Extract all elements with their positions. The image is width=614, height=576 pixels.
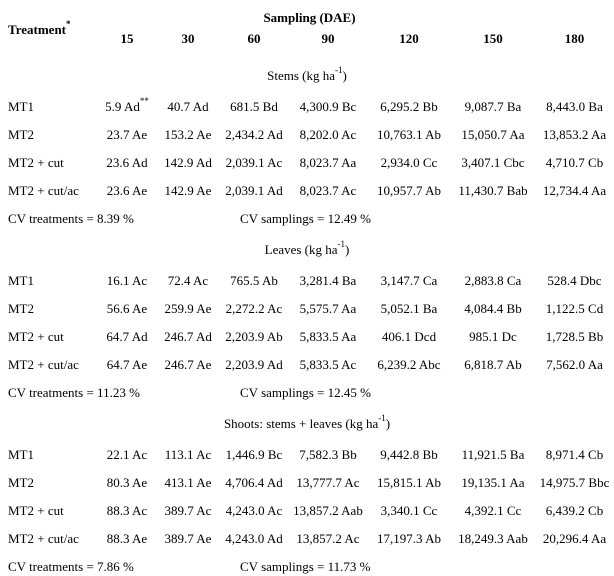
treatment-label: MT2 + cut/ac	[8, 357, 79, 372]
value-cell: 4,084.4 Bb	[464, 301, 522, 316]
value-cell: 413.1 Ae	[164, 475, 212, 490]
cv-row-leaves	[0, 379, 614, 407]
value-cell: 6,295.2 Bb	[380, 99, 438, 114]
section-title-shoots	[0, 407, 614, 441]
treatment-header-label: Treatment	[8, 21, 66, 37]
cv-samplings: CV samplings = 11.73 %	[240, 559, 371, 574]
section-title-row-stems	[0, 59, 614, 93]
value-cell: 7,582.3 Bb	[299, 447, 357, 462]
value-cell: 2,039.1 Ad	[225, 183, 283, 198]
value-cell: 7,562.0 Aa	[546, 357, 603, 372]
value-cell: 3,281.4 Ba	[299, 273, 357, 288]
treatment-column-header	[0, 0, 97, 59]
value-cell: 8,443.0 Ba	[546, 99, 603, 114]
value-cell: 40.7 Ad	[167, 99, 209, 114]
sampling-dae-header: Sampling (DAE)	[263, 10, 356, 25]
value-cell: 1,122.5 Cd	[545, 301, 604, 316]
value-cell: 153.2 Ae	[164, 127, 212, 142]
value-cell: 64.7 Ad	[106, 329, 148, 344]
treatment-label: MT1	[8, 273, 34, 288]
cv-row-shoots	[0, 553, 614, 576]
value-cell: 6,439.2 Cb	[545, 503, 604, 518]
value-cell: 2,039.1 Ac	[225, 155, 283, 170]
value-cell: 11,430.7 Bab	[458, 183, 528, 198]
value-cell: 8,023.7 Aa	[299, 155, 357, 170]
dae-column-120: 120	[399, 31, 419, 46]
dae-column-150: 150	[483, 31, 503, 46]
value-cell: 1,446.9 Bc	[225, 447, 283, 462]
value-cell: 15,050.7 Aa	[461, 127, 525, 142]
value-cell: 22.1 Ac	[106, 447, 148, 462]
treatment-label: MT2 + cut/ac	[8, 531, 79, 546]
value-cell: 142.9 Ad	[164, 155, 212, 170]
value-cell: 4,243.0 Ad	[225, 531, 283, 546]
cv-row-stems	[0, 205, 614, 233]
value-cell: 8,023.7 Ac	[299, 183, 357, 198]
value-cell: 3,407.1 Cbc	[461, 155, 525, 170]
value-cell: 6,239.2 Abc	[377, 357, 441, 372]
section-title-stems	[0, 59, 614, 93]
value-cell: 88.3 Ac	[106, 503, 148, 518]
treatment-label: MT2 + cut	[8, 503, 64, 518]
value-cell: 64.7 Ae	[106, 357, 148, 372]
section-title-end: )	[342, 68, 347, 83]
treatment-label: MT2 + cut	[8, 329, 64, 344]
value-cell: 16.1 Ac	[106, 273, 148, 288]
value-cell: 142.9 Ae	[164, 183, 212, 198]
value-cell: 8,202.0 Ac	[299, 127, 357, 142]
value-cell: 5.9 Ad**	[105, 96, 149, 114]
section-title-text: Leaves (kg ha	[264, 242, 338, 257]
value-cell: 4,300.9 Bc	[299, 99, 357, 114]
value-cell: 56.6 Ae	[106, 301, 148, 316]
value-cell: 246.7 Ae	[164, 357, 212, 372]
value-cell: 2,203.9 Ab	[225, 329, 283, 344]
value-cell: 17,197.3 Ab	[377, 531, 441, 546]
dae-column-180: 180	[564, 31, 585, 46]
section-title-leaves	[0, 233, 614, 267]
value-cell: 2,434.2 Ad	[225, 127, 283, 142]
treatment-row-shoots	[0, 469, 614, 497]
treatment-row-stems	[0, 177, 614, 205]
value-footnote-marker: **	[139, 96, 149, 107]
treatment-row-leaves	[0, 351, 614, 379]
value-cell: 246.7 Ad	[164, 329, 212, 344]
value-cell: 10,763.1 Ab	[377, 127, 441, 142]
value-cell: 4,706.4 Ad	[225, 475, 283, 490]
value-cell: 5,052.1 Ba	[380, 301, 438, 316]
value-cell: 20,296.4 Aa	[542, 531, 607, 546]
table-body	[0, 59, 614, 576]
value-cell: 4,710.7 Cb	[545, 155, 604, 170]
section-title-text: Stems (kg ha	[267, 68, 336, 83]
value-cell: 5,575.7 Aa	[299, 301, 357, 316]
treatment-label: MT2	[8, 127, 34, 142]
value-cell: 23.6 Ae	[106, 183, 148, 198]
section-title-superscript: -1	[337, 239, 346, 250]
value-cell: 3,147.7 Ca	[380, 273, 438, 288]
value-cell: 113.1 Ac	[164, 447, 212, 462]
value-cell: 2,272.2 Ac	[225, 301, 283, 316]
treatment-row-stems	[0, 121, 614, 149]
treatment-row-stems	[0, 149, 614, 177]
cv-treatments: CV treatments = 11.23 %	[8, 385, 140, 400]
cv-treatments: CV treatments = 7.86 %	[8, 559, 134, 574]
treatment-row-shoots	[0, 525, 614, 553]
value-cell: 5,833.5 Aa	[299, 329, 357, 344]
cv-samplings: CV samplings = 12.45 %	[240, 385, 371, 400]
dae-column-30: 30	[181, 31, 195, 46]
value-cell: 80.3 Ae	[106, 475, 148, 490]
value-cell: 4,243.0 Ac	[225, 503, 283, 518]
value-cell: 13,857.2 Aab	[293, 503, 363, 518]
value-cell: 2,934.0 Cc	[380, 155, 438, 170]
value-cell: 13,777.7 Ac	[296, 475, 360, 490]
dae-column-90: 90	[321, 31, 335, 46]
value-cell: 9,442.8 Bb	[380, 447, 438, 462]
dae-column-15: 15	[120, 31, 134, 46]
value-cell: 681.5 Bd	[230, 99, 278, 114]
cv-treatments: CV treatments = 8.39 %	[8, 211, 134, 226]
value-cell: 10,957.7 Ab	[377, 183, 441, 198]
value-cell: 765.5 Ab	[230, 273, 278, 288]
value-cell: 389.7 Ac	[164, 503, 212, 518]
value-cell: 2,883.8 Ca	[464, 273, 522, 288]
section-title-row-leaves	[0, 233, 614, 267]
treatment-label: MT2	[8, 475, 34, 490]
dae-column-60: 60	[247, 31, 261, 46]
treatment-label: MT1	[8, 99, 34, 114]
value-cell: 88.3 Ae	[106, 531, 148, 546]
treatment-label: MT2 + cut	[8, 155, 64, 170]
treatment-row-stems	[0, 93, 614, 121]
value-cell: 985.1 Dc	[469, 329, 517, 344]
section-title-end: )	[385, 416, 391, 431]
value-cell: 14,975.7 Bbc	[539, 475, 610, 490]
treatment-footnote-marker: *	[66, 18, 71, 29]
value-cell: 1,728.5 Bb	[545, 329, 604, 344]
value-cell: 2,203.9 Ad	[225, 357, 283, 372]
table-header	[0, 0, 614, 59]
value-cell: 15,815.1 Ab	[377, 475, 441, 490]
treatment-row-leaves	[0, 323, 614, 351]
value-cell: 18,249.3 Aab	[458, 531, 528, 546]
value-cell: 259.9 Ae	[164, 301, 212, 316]
treatment-label: MT2 + cut/ac	[8, 183, 79, 198]
value-cell: 9,087.7 Ba	[464, 99, 522, 114]
value-cell: 19,135.1 Aa	[461, 475, 525, 490]
section-title-superscript: -1	[335, 65, 343, 76]
value-cell: 528.4 Dbc	[547, 273, 602, 288]
section-title-text: Shoots: stems + leaves (kg ha	[223, 416, 379, 431]
treatment-row-shoots	[0, 441, 614, 469]
treatment-label: MT2	[8, 301, 34, 316]
value-cell: 23.7 Ae	[106, 127, 148, 142]
value-cell: 23.6 Ad	[106, 155, 148, 170]
section-title-superscript: -1	[378, 413, 386, 424]
value-cell: 406.1 Dcd	[381, 329, 437, 344]
value-cell: 6,818.7 Ab	[464, 357, 522, 372]
value-cell: 5,833.5 Ac	[299, 357, 357, 372]
cv-samplings: CV samplings = 12.49 %	[240, 211, 371, 226]
section-title-row-shoots	[0, 407, 614, 441]
value-cell: 3,340.1 Cc	[380, 503, 438, 518]
value-cell: 13,857.2 Ac	[296, 531, 360, 546]
value-cell: 11,921.5 Ba	[461, 447, 525, 462]
value-cell: 8,971.4 Cb	[545, 447, 604, 462]
treatment-row-leaves	[0, 267, 614, 295]
value-cell: 4,392.1 Cc	[464, 503, 522, 518]
value-cell: 12,734.4 Aa	[542, 183, 607, 198]
treatment-row-shoots	[0, 497, 614, 525]
value-cell: 389.7 Ae	[164, 531, 212, 546]
treatment-label: MT1	[8, 447, 34, 462]
treatment-row-leaves	[0, 295, 614, 323]
value-cell: 72.4 Ac	[167, 273, 209, 288]
value-cell: 13,853.2 Aa	[542, 127, 607, 142]
sampling-header-row	[0, 0, 614, 28]
section-title-end: )	[345, 242, 350, 257]
